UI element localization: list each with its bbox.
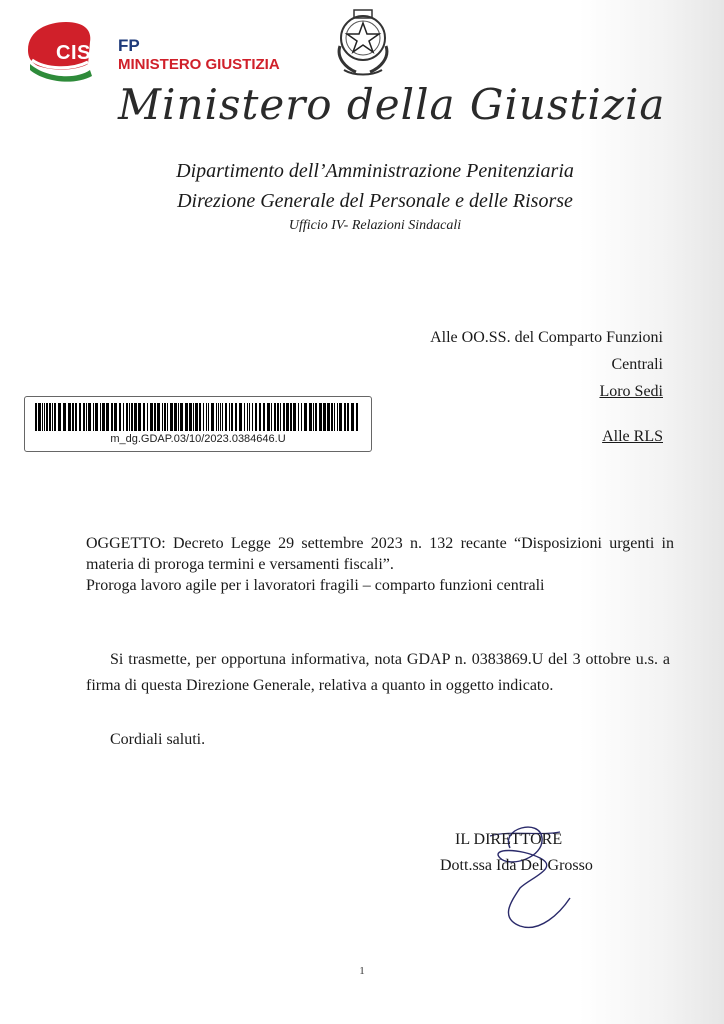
- page-number: 1: [359, 965, 365, 977]
- barcode-icon: [35, 403, 361, 433]
- directorate-name: Direzione Generale del Personale e delle Risorse: [177, 190, 573, 212]
- addressee-line-3: Loro Sedi: [599, 383, 663, 400]
- addressee-line-2: Centrali: [611, 356, 663, 373]
- protocol-barcode-stamp: [24, 396, 372, 452]
- department-name: Dipartimento dell’Amministrazione Penitenziaria: [176, 160, 574, 182]
- cisl-brand-text: CISL: [56, 42, 104, 64]
- subject-line-3: Proroga lavoro agile per i lavoratori fragili – comparto funzioni centrali: [86, 577, 545, 594]
- protocol-code: m_dg.GDAP.03/10/2023.0384646.U: [110, 433, 286, 445]
- greeting: Cordiali saluti.: [110, 731, 206, 748]
- ministry-title: Ministero della Giustizia: [118, 80, 666, 129]
- office-name: Ufficio IV- Relazioni Sindacali: [288, 218, 462, 233]
- cisl-fp-text: FP: [118, 36, 140, 55]
- subject-text: OGGETTO: Decreto Legge 29 settembre 2023 n. 132 recante “Disposizioni urgenti in materia di proroga termini e versamenti fiscali”.: [86, 535, 674, 573]
- body-paragraph: Si trasmette, per opportuna informativa, nota GDAP n. 0383869.U del 3 ottobre u.s. a firma di questa Direzione Generale, relativa a quanto in oggetto indicato.: [86, 651, 670, 694]
- signatory-name: Dott.ssa Ida Del Grosso: [440, 857, 593, 874]
- addressee-line-1: Alle OO.SS. del Comparto Funzioni: [430, 329, 663, 346]
- cisl-fp-logo: [26, 20, 280, 82]
- signatory-title: IL DIRETTORE: [455, 831, 563, 848]
- cisl-subtitle: MINISTERO GIUSTIZIA: [118, 56, 280, 73]
- italian-republic-emblem-icon: [332, 6, 394, 78]
- addressee-line-4: Alle RLS: [602, 428, 663, 445]
